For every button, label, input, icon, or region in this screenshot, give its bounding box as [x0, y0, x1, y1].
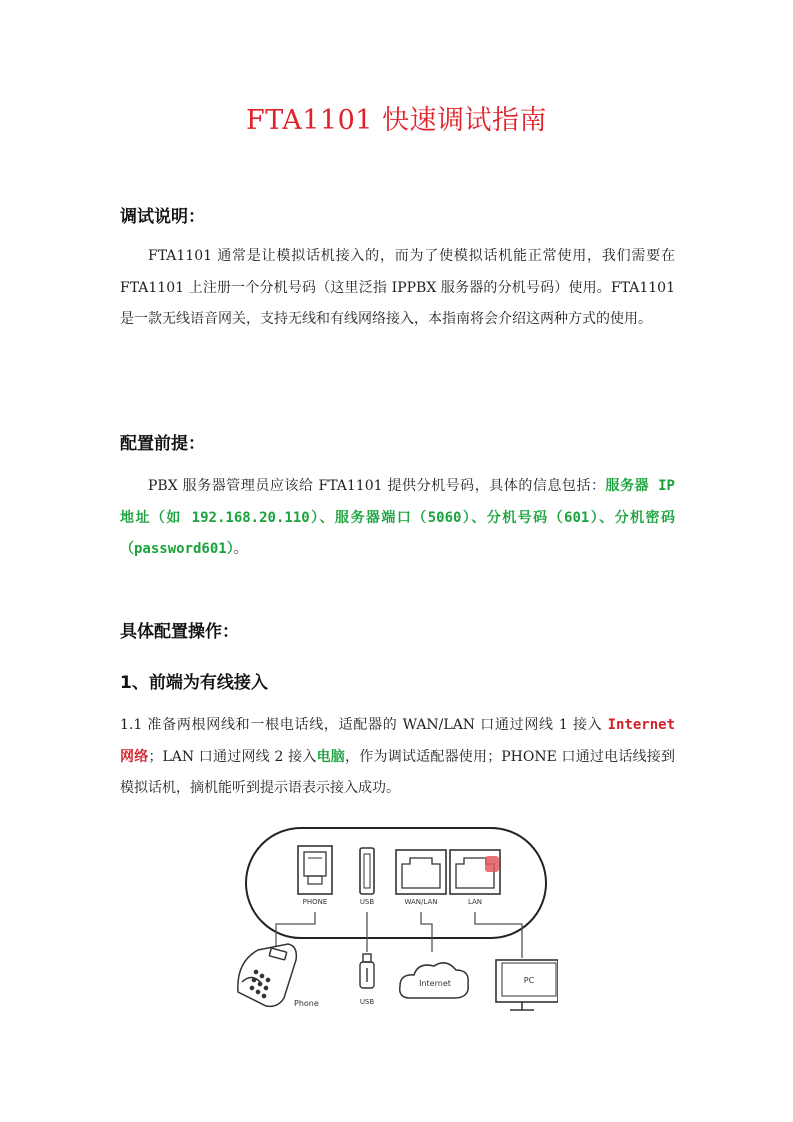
device-label-usb: USB [359, 998, 375, 1006]
telephone-icon [238, 944, 297, 1006]
phone-port-icon [298, 846, 332, 894]
section-heading-debug-notes: 调试说明： [120, 207, 205, 227]
prerequisites-highlight: 服务器 IP 地址（如 192.168.20.110）、服务器端口（5060）、分机号码（601）、分机密码（password601） [120, 478, 675, 557]
pc-monitor-icon [496, 960, 558, 1010]
lan-port-highlight [485, 856, 499, 872]
internet-highlight: Internet 网络 [120, 717, 675, 765]
prerequisites-paragraph [120, 471, 675, 566]
device-label-internet: Internet [419, 979, 451, 988]
step-text-mid: ；LAN 口通过网线 2 接入 [148, 748, 317, 765]
prerequisites-text: PBX 服务器管理员应该给 FTA1101 提供分机号码，具体的信息包括： [148, 478, 606, 494]
pc-highlight: 电脑 [316, 748, 346, 765]
port-label-lan: LAN [467, 898, 483, 906]
connection-lines [276, 912, 522, 958]
connection-diagram [232, 812, 558, 1022]
usb-port-icon [360, 848, 374, 894]
debug-notes-text: FTA1101 通常是让模拟话机接入的，而为了使模拟话机能正常使用，我们需要在 FTA1101 上注册一个分机号码（这里泛指 IPPBX 服务器的分机号码）使用。FTA1101 是一款无线语音网关，支持无线和有线网络接入，本指南将会介绍这两种方式的使用。 [120, 248, 675, 327]
device-label-pc: PC [523, 976, 535, 985]
step-text-end: ，作为调试适配器使用；PHONE 口通过电话线接到模拟话机，摘机能听到提示语表示接入成功。 [120, 748, 676, 796]
port-label-phone: PHONE [302, 898, 328, 906]
section-heading-prerequisites: 配置前提： [120, 434, 205, 454]
usb-stick-icon [360, 954, 374, 988]
section-heading-config-steps: 具体配置操作： [120, 622, 239, 642]
step-text-start: 1.1 准备两根网线和一根电话线，适配器的 WAN/LAN 口通过网线 1 接入 [120, 717, 608, 733]
prerequisites-end: 。 [233, 541, 248, 557]
step-1-1-paragraph [120, 710, 675, 805]
port-label-wan-lan: WAN/LAN [404, 898, 438, 906]
page-title: FTA1101 快速调试指南 [245, 105, 548, 136]
device-label-phone: Phone [294, 999, 319, 1008]
subheading-wired-access: 1、前端为有线接入 [120, 673, 268, 693]
port-label-usb: USB [359, 898, 375, 906]
wan-lan-port-icon [396, 850, 446, 894]
debug-notes-paragraph [120, 241, 675, 336]
